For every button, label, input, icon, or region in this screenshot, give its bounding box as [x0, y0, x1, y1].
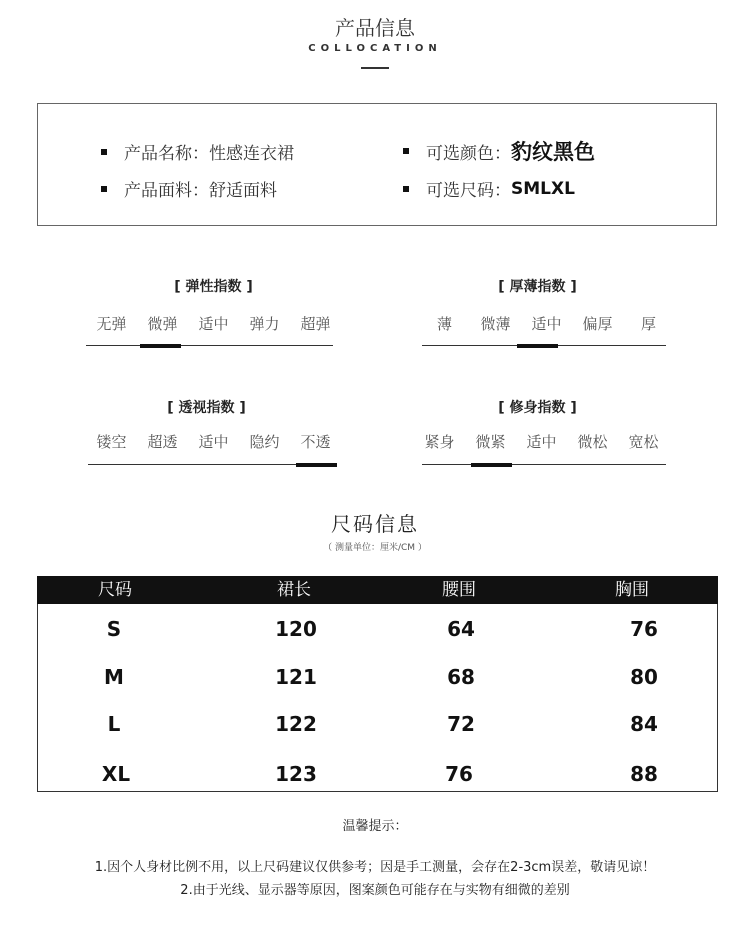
table-cell-size: S	[106, 617, 122, 641]
table-cell-bust: 80	[630, 665, 658, 689]
title-divider	[361, 67, 389, 69]
table-cell-waist: 72	[447, 712, 475, 736]
table-cell-length: 122	[275, 712, 317, 736]
transparency-index-title: [ 透视指数 ]	[167, 400, 246, 416]
info-row-name	[101, 139, 294, 164]
info-size-value: SMLXL	[511, 178, 575, 199]
size-header-bust: 胸围	[615, 580, 649, 600]
elasticity-index-options	[86, 313, 341, 334]
info-size-label: 可选尺码：	[426, 181, 511, 201]
size-header-length: 裙长	[277, 580, 311, 600]
table-cell-waist: 76	[445, 762, 473, 786]
info-color-value: 豹纹黑色	[511, 140, 595, 164]
fit-index-options	[414, 431, 669, 452]
bullet-icon	[101, 149, 107, 155]
bullet-icon	[101, 186, 107, 192]
table-cell-bust: 84	[630, 712, 658, 736]
elasticity-option: 无弹	[96, 315, 127, 333]
info-fabric-label: 产品面料：	[124, 181, 209, 201]
thickness-option: 薄	[436, 315, 452, 333]
product-info-box	[37, 103, 717, 226]
tips-title: 温馨提示：	[342, 819, 408, 834]
elasticity-option: 微弹	[147, 315, 178, 333]
info-row-color	[403, 136, 595, 166]
elasticity-scale-line	[86, 345, 333, 346]
fit-scale-line	[422, 464, 666, 465]
elasticity-option: 弹力	[249, 315, 280, 333]
size-table	[37, 576, 718, 792]
table-cell-bust: 88	[630, 762, 658, 786]
size-unit-note: （ 测量单位：厘米/CM ）	[323, 543, 427, 553]
table-cell-size: M	[104, 665, 124, 689]
fit-selected-marker	[471, 463, 512, 467]
transparency-index-options	[86, 431, 341, 452]
fit-index-title: [ 修身指数 ]	[498, 400, 577, 416]
size-header-waist: 腰围	[442, 580, 476, 600]
size-info-title: 尺码信息	[331, 512, 419, 536]
fit-option: 适中	[526, 433, 557, 451]
thickness-selected-marker	[517, 344, 558, 348]
table-cell-length: 120	[275, 617, 317, 641]
size-header-size: 尺码	[98, 580, 132, 600]
table-cell-size: L	[107, 712, 121, 736]
table-cell-bust: 76	[630, 617, 658, 641]
thickness-index-title: [ 厚薄指数 ]	[498, 279, 577, 295]
fit-option: 紧身	[424, 433, 455, 451]
thickness-option: 适中	[531, 315, 562, 333]
elasticity-option: 超弹	[300, 315, 331, 333]
elasticity-selected-marker	[140, 344, 181, 348]
fit-option: 宽松	[628, 433, 659, 451]
fit-option: 微松	[577, 433, 608, 451]
thickness-option: 偏厚	[582, 315, 613, 333]
info-row-size	[403, 176, 575, 201]
table-cell-length: 123	[275, 762, 317, 786]
fit-option: 微紧	[475, 433, 506, 451]
transparency-option: 镂空	[96, 433, 127, 451]
thickness-option: 微薄	[480, 315, 511, 333]
info-fabric-value: 舒适面料	[209, 181, 277, 201]
page-title: 产品信息	[335, 16, 415, 40]
transparency-option: 隐约	[249, 433, 280, 451]
page-subtitle: COLLOCATION	[308, 43, 442, 54]
info-color-label: 可选颜色：	[426, 143, 511, 164]
thickness-index-options	[419, 313, 674, 334]
bullet-icon	[403, 148, 409, 154]
table-cell-size: XL	[101, 762, 131, 786]
info-name-label: 产品名称：	[124, 144, 209, 164]
table-cell-waist: 68	[447, 665, 475, 689]
tip-note-2: 2.由于光线、显示器等原因，图案颜色可能存在与实物有细微的差别	[180, 883, 570, 898]
transparency-option: 适中	[198, 433, 229, 451]
tip-note-1: 1.因个人身材比例不用，以上尺码建议仅供参考；因是手工测量，会存在2-3cm误差，敬请见谅！	[94, 860, 656, 875]
transparency-option: 超透	[147, 433, 178, 451]
elasticity-option: 适中	[198, 315, 229, 333]
table-cell-length: 121	[275, 665, 317, 689]
transparency-option: 不透	[300, 433, 331, 451]
transparency-selected-marker	[296, 463, 337, 467]
info-name-value: 性感连衣裙	[209, 144, 294, 164]
size-table-header	[37, 576, 718, 604]
table-cell-waist: 64	[447, 617, 475, 641]
bullet-icon	[403, 186, 409, 192]
thickness-option: 厚	[640, 315, 656, 333]
elasticity-index-title: [ 弹性指数 ]	[174, 279, 253, 295]
info-row-fabric	[101, 176, 277, 201]
